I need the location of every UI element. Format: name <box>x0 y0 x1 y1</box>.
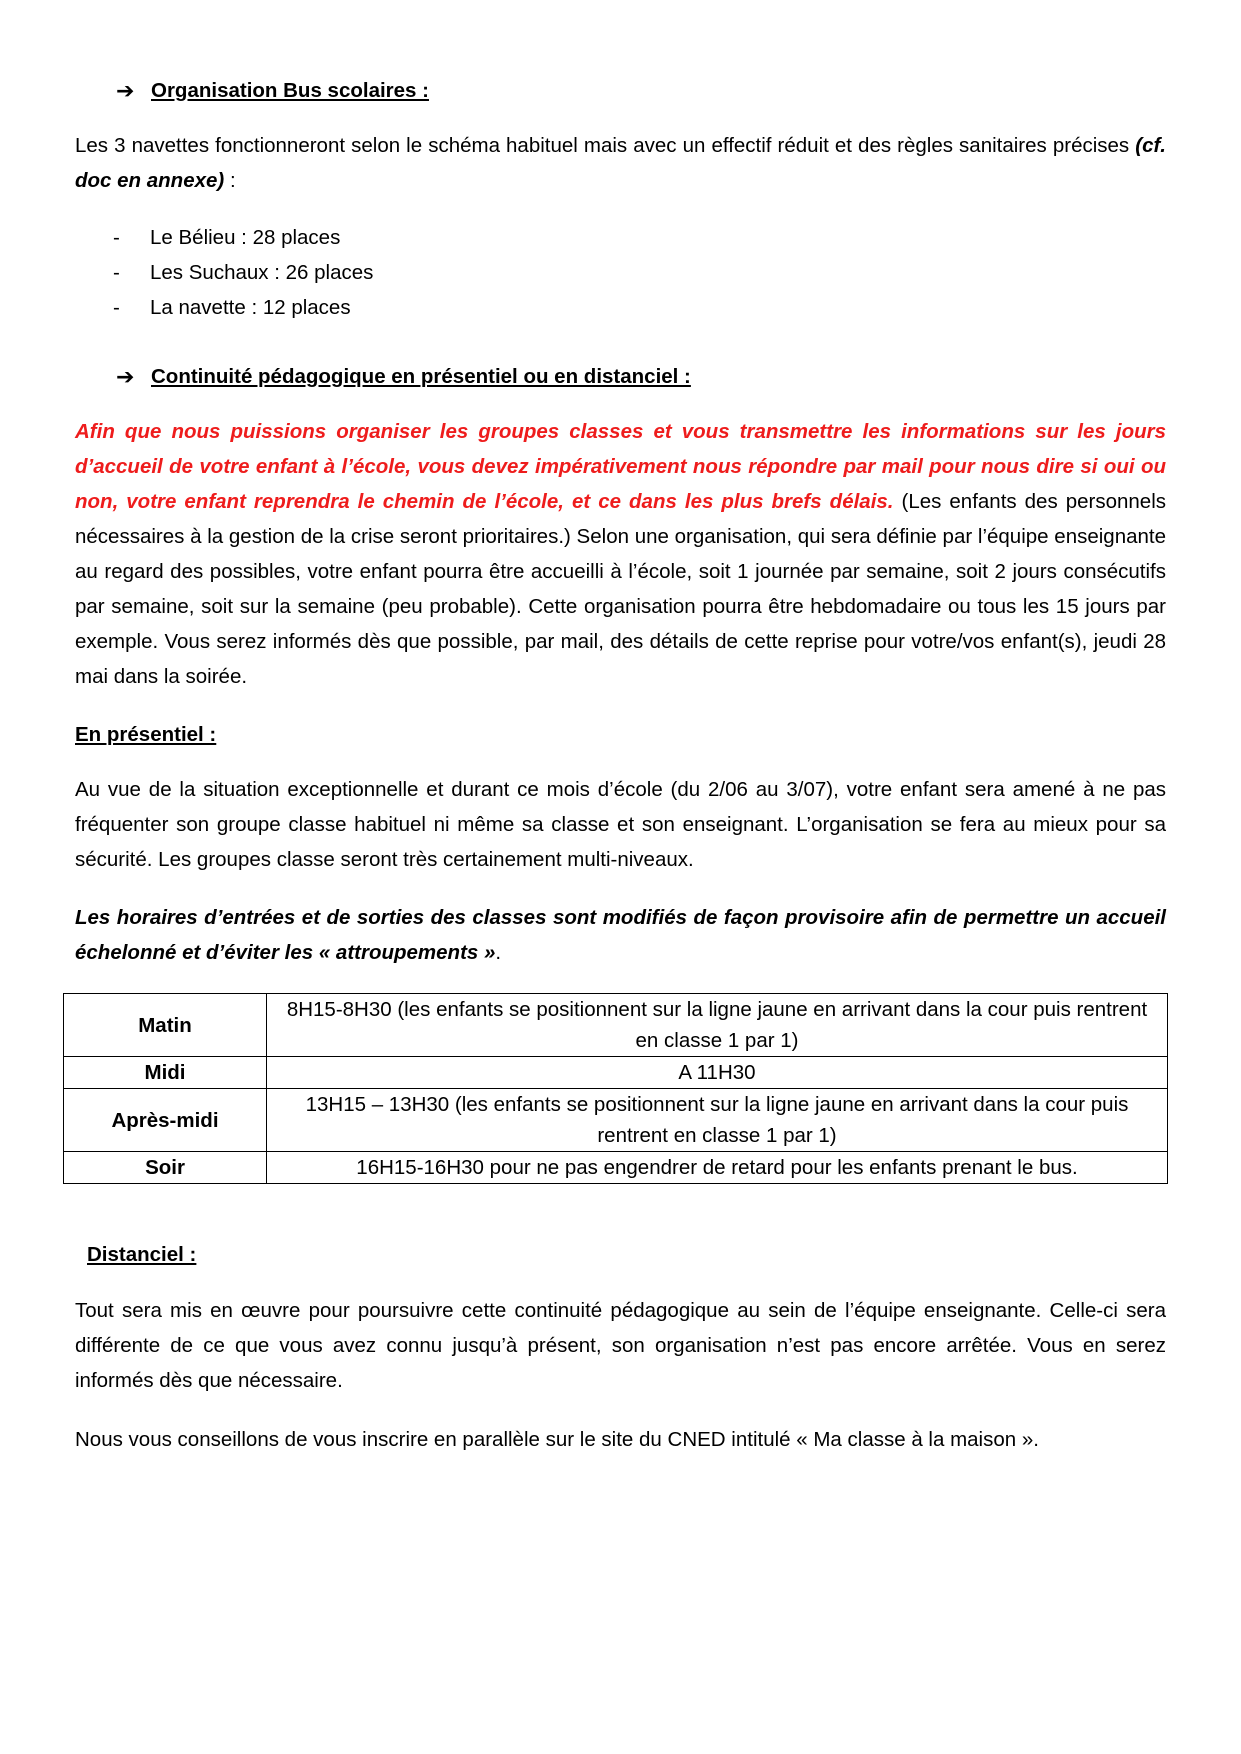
continuity-section-heading: Continuité pédagogique en présentiel ou en distanciel : <box>151 365 691 388</box>
schedule-notice-end: . <box>495 941 502 964</box>
table-cell-label: Matin <box>64 994 267 1057</box>
bus-intro-paragraph <box>75 128 1166 198</box>
list-bullet: - <box>113 296 120 319</box>
schedule-table <box>63 993 1168 1184</box>
presentiel-paragraph: Au vue de la situation exceptionnelle et durant ce mois d’école (du 2/06 au 3/07), votre enfant sera amené à ne pas fréquenter son groupe classe habituel ni même sa classe et son enseignant. L’organisation se fera au mieux pour sa sécurité. Les groupes classe seront très certainement multi-niveaux. <box>75 778 1166 871</box>
list-item <box>75 220 373 255</box>
bus-section-heading: Organisation Bus scolaires : <box>151 79 429 102</box>
cned-paragraph: Nous vous conseillons de vous inscrire en parallèle sur le site du CNED intitulé « Ma classe à la maison ». <box>75 1428 1039 1451</box>
continuity-paragraph <box>75 414 1166 694</box>
presentiel-section-heading: En présentiel : <box>75 723 217 746</box>
list-item-text: Le Bélieu : 28 places <box>150 226 341 249</box>
right-arrow-icon: ➔ <box>116 364 135 389</box>
table-cell-value: 8H15-8H30 (les enfants se positionnent sur la ligne jaune en arrivant dans la cour puis rentrent en classe 1 par 1) <box>267 994 1168 1057</box>
bus-intro-end: : <box>224 169 236 192</box>
table-row <box>64 1057 1168 1089</box>
list-item-text: Les Suchaux : 26 places <box>150 261 374 284</box>
annex-reference: (cf. doc en annexe) <box>75 134 1166 192</box>
bus-intro-text: Les 3 navettes fonctionneront selon le schéma habituel mais avec un effectif réduit et des règles sanitaires précises <box>75 134 1136 157</box>
table-cell-label: Midi <box>64 1057 267 1089</box>
table-cell-value: 13H15 – 13H30 (les enfants se positionnent sur la ligne jaune en arrivant dans la cour puis rentrent en classe 1 par 1) <box>267 1089 1168 1152</box>
list-item-text: La navette : 12 places <box>150 296 351 319</box>
right-arrow-icon: ➔ <box>116 78 135 103</box>
table-row <box>64 1089 1168 1152</box>
bus-capacity-list <box>75 220 373 325</box>
list-bullet: - <box>113 261 120 284</box>
distanciel-section-heading: Distanciel : <box>87 1243 197 1266</box>
table-cell-value: A 11H30 <box>267 1057 1168 1089</box>
continuity-body-text: (Les enfants des personnels nécessaires à la gestion de la crise seront prioritaires.) Selon une organisation, qui sera définie par l’équipe enseignante au regard des possibles, votre enfant pourra être accueilli à l’école, soit 1 journée par semaine, soit 2 jours consécutifs par semaine, soit sur la semaine (peu probable). Cette organisation pourra être hebdomadaire ou tous les 15 jours par exemple. Vous serez informés dès que possible, par mail, des détails de cette reprise pour votre/vos enfant(s), jeudi 28 mai dans la soirée. <box>75 490 1167 688</box>
distanciel-paragraph: Tout sera mis en œuvre pour poursuivre cette continuité pédagogique au sein de l’équipe enseignante. Celle-ci sera différente de ce que vous avez connu jusqu’à présent, son organisation n’est pas encore arrêtée. Vous en serez informés dès que nécessaire. <box>75 1299 1166 1392</box>
table-cell-value: 16H15-16H30 pour ne pas engendrer de retard pour les enfants prenant le bus. <box>267 1152 1168 1184</box>
list-item <box>75 290 373 325</box>
list-item <box>75 255 373 290</box>
list-bullet: - <box>113 226 120 249</box>
table-cell-label: Soir <box>64 1152 267 1184</box>
table-row <box>64 1152 1168 1184</box>
table-cell-label: Après-midi <box>64 1089 267 1152</box>
schedule-notice-text: Les horaires d’entrées et de sorties des classes sont modifiés de façon provisoire afin de permettre un accueil échelonné et d’éviter les « attroupements » <box>75 906 1166 964</box>
important-notice: Afin que nous puissions organiser les groupes classes et vous transmettre les informations sur les jours d’accueil de votre enfant à l’école, vous devez impérativement nous répondre par mail pour nous dire si oui ou non, votre enfant reprendra le chemin de l’école, et ce dans les plus brefs délais. <box>75 420 1166 513</box>
table-row <box>64 994 1168 1057</box>
schedule-notice-paragraph <box>75 900 1166 970</box>
